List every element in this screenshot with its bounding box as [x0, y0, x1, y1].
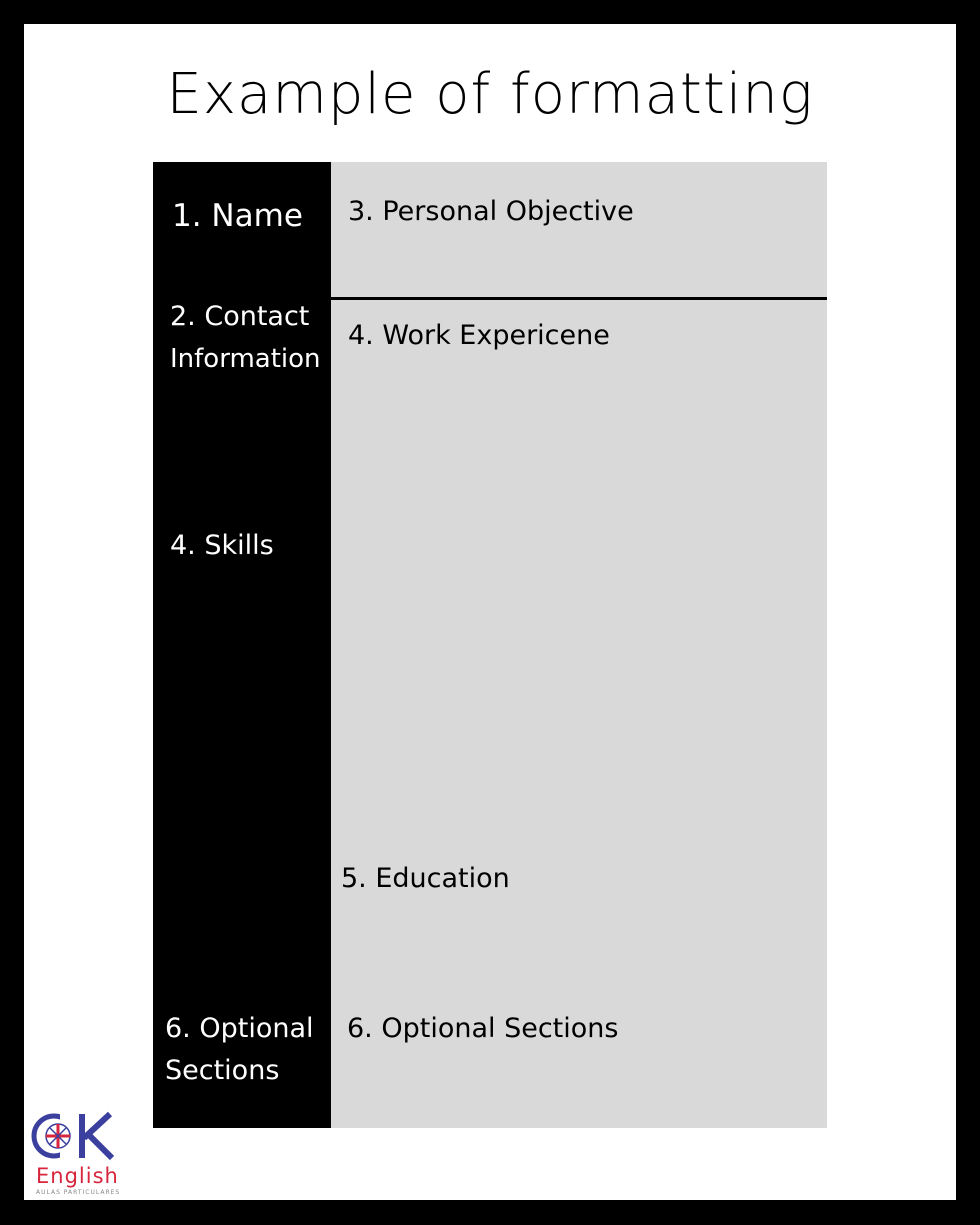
logo-tagline: AULAS PARTICULARES	[36, 1189, 121, 1196]
sidebar-skills-label: 4. Skills	[170, 530, 274, 561]
section-divider	[331, 297, 827, 300]
sidebar-optional-label-line1: 6. Optional	[165, 1013, 314, 1044]
page-title: Example of formatting	[166, 62, 814, 127]
sidebar-name-label: 1. Name	[172, 198, 303, 234]
main-education-label: 5. Education	[341, 863, 510, 894]
sidebar-contact-label-line2: Information	[170, 344, 321, 374]
main-optional-label: 6. Optional Sections	[347, 1013, 619, 1044]
main-experience-label: 4. Work Expericene	[348, 320, 610, 351]
sidebar-optional-label-line2: Sections	[165, 1055, 280, 1086]
logo-word: English	[36, 1164, 119, 1188]
main-objective-label: 3. Personal Objective	[348, 196, 634, 227]
main-column	[331, 162, 827, 1128]
sidebar-contact-label-line1: 2. Contact	[170, 301, 310, 332]
